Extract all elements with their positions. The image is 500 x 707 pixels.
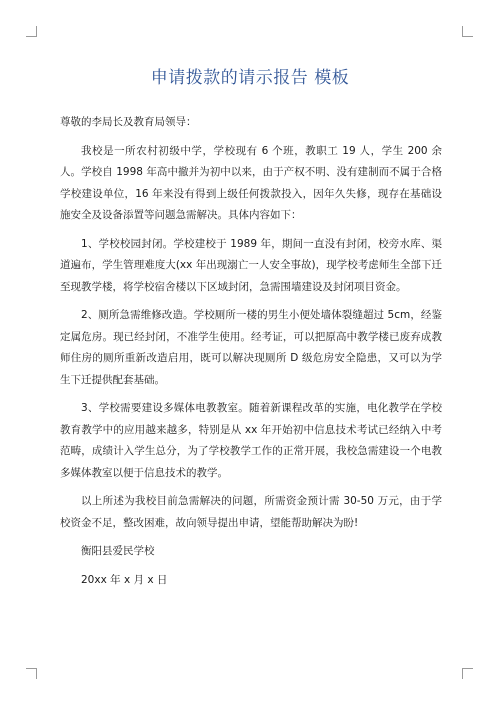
signature: 衡阳县爱民学校 [81, 545, 155, 557]
greeting: 尊敬的李局长及教育局领导： [60, 116, 197, 128]
body-paragraph-intro: 我校是一所农村初级中学，学校现有 6 个班，教职工 19 人，学生 200 余人。学校自 1998 年高中撤并为初中以来，由于产权不明、没有建制而不属于合格学校建设单位，16 年来没有得到上级任何拨款投入，因年久失修，现存在基础设施安全及设备添置等问题急需解决。具体内容如下： [60, 144, 442, 221]
date: 20xx 年 x 月 x 日 [81, 573, 168, 586]
document-title: 申请拨款的请示报告 模板 [150, 68, 350, 88]
body-paragraph-item-2: 2、厕所急需维修改造。学校厕所一楼的男生小便处墙体裂缝超过 5cm，经鉴定属危房。现已经封闭，不准学生使用。经考证，可以把原高中教学楼已废弃成教师住房的厕所重新改造启用，既可以解决现厕所 D 级危房安全隐患，又可以为学生下迁提供配套基础。 [60, 309, 442, 386]
body-paragraph-item-3: 3、学校需要建设多媒体电教教室。随着新课程改革的实施，电化教学在学校教育教学中的应用越来越多，特别是从 xx 年开始初中信息技术考试已经纳入中考范畴，成绩计入学生总分，为了学校教学工作的正常开展，我校急需建设一个电教多媒体教室以便于信息技术的教学。 [60, 402, 442, 479]
page-corner-mark-top-right [462, 26, 473, 37]
body-paragraph-conclusion: 以上所述为我校目前急需解决的问题，所需资金预计需 30-50 万元，由于学校资金不足，整改困难，故向领导提出申请，望能帮助解决为盼! [60, 495, 442, 529]
page-corner-mark-bottom-left [26, 668, 37, 679]
page-corner-mark-top-left [26, 26, 37, 37]
document-body [60, 112, 442, 598]
body-paragraph-item-1: 1、学校校园封闭。学校建校于 1989 年，期间一直没有封闭，校旁水库、渠道遍布，学生管理难度大(xx 年出现溺亡一人安全事故)，现学校考虑师生全部下迁至现教学楼，将学校宿舍楼以下区域封闭，急需围墙建设及封闭项目资金。 [60, 237, 442, 293]
page-corner-mark-bottom-right [462, 668, 473, 679]
